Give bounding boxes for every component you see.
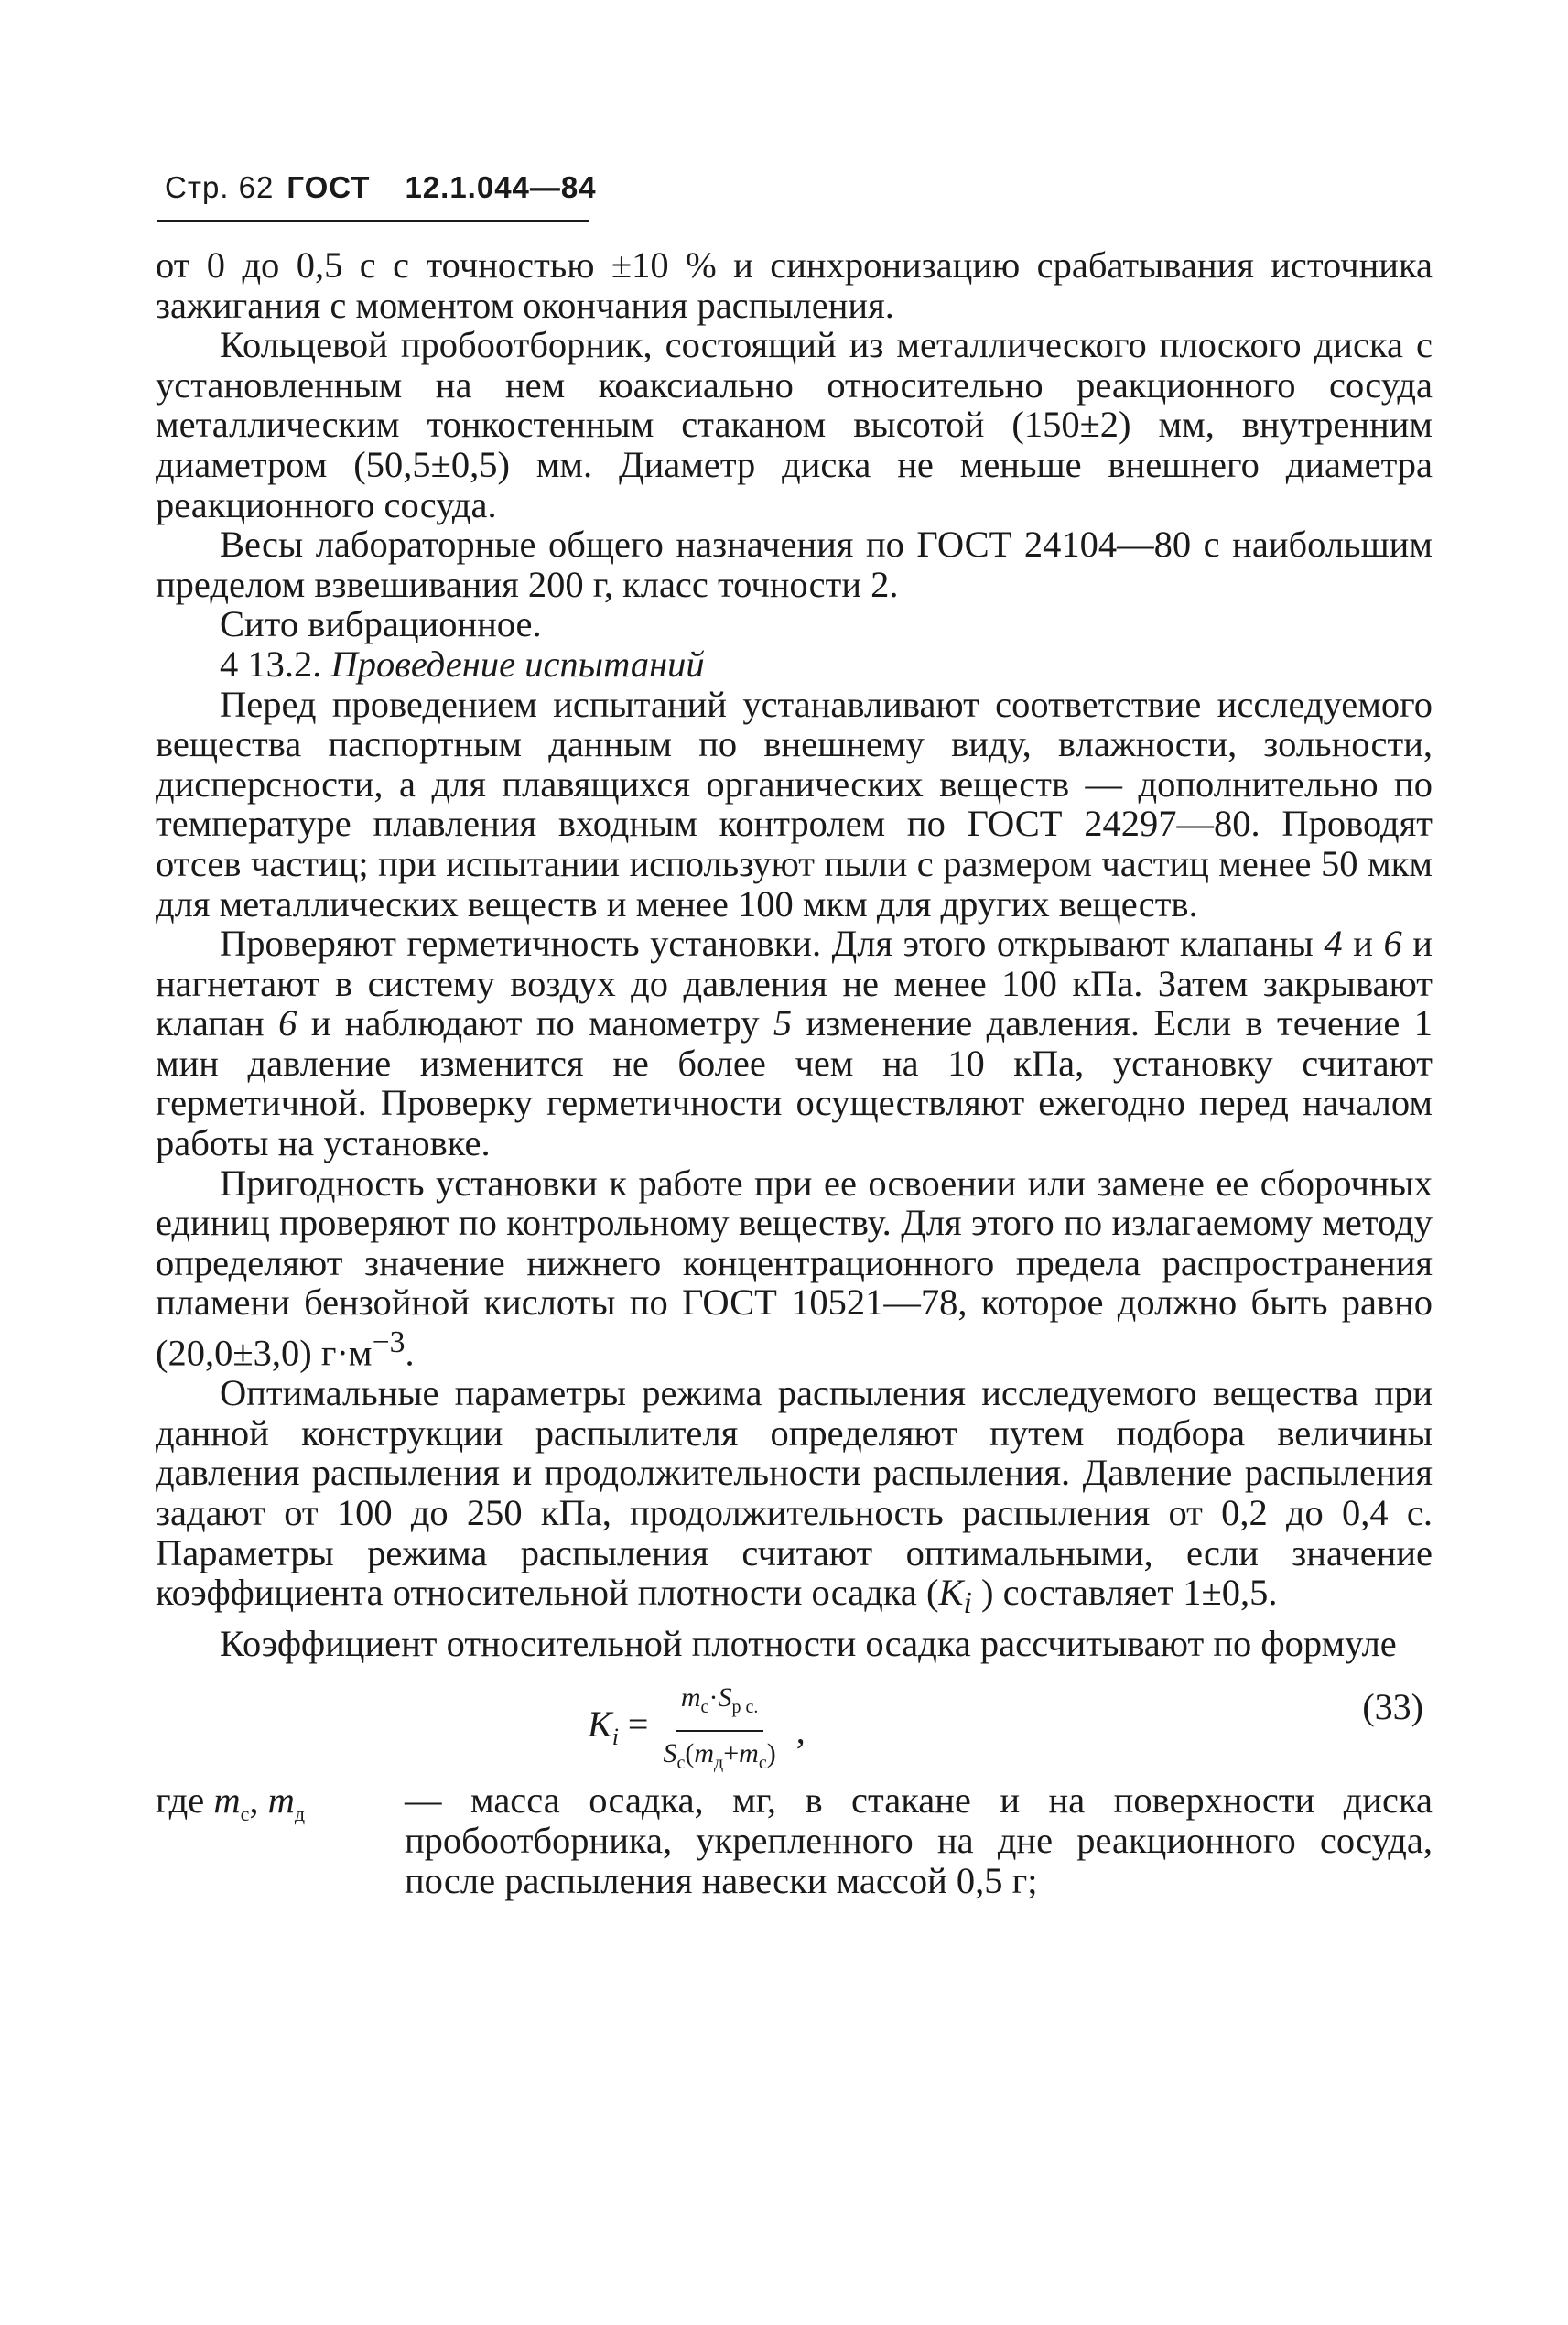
op: ) bbox=[766, 1737, 776, 1768]
text-run: изменение давления. Если в течение 1 мин давление изменится не более чем на 10 кПа, установку считают герметичной. Проверку герметичности осуществляют ежегодно перед началом работы на установке. bbox=[156, 1002, 1433, 1164]
paragraph-tightness bbox=[156, 924, 1433, 1163]
formula-block bbox=[156, 1667, 1433, 1775]
coef-subscript: i bbox=[963, 1586, 972, 1621]
section-heading bbox=[156, 644, 1433, 685]
section-number: 4 13.2. bbox=[220, 643, 322, 685]
sym: m bbox=[694, 1737, 715, 1768]
separator: , bbox=[249, 1779, 268, 1822]
sub: p c. bbox=[731, 1697, 759, 1718]
sym: S bbox=[718, 1682, 732, 1714]
sub: c bbox=[758, 1752, 767, 1773]
paragraph-dispersion: Перед проведением испытаний устанавливают соответствие исследуемого вещества паспортным данным по внешнему виду, влажности, зольности, дисперсности, а для плавящихся органических веществ — дополнительно по температуре плавления входным контролем по ГОСТ 24297—80. Проводят отсев частиц; при испытании используют пыли с размером частиц менее 50 мкм для металлических веществ и менее 100 мкм для других веществ. bbox=[156, 683, 1433, 925]
valve-ref: 6 bbox=[1383, 923, 1402, 965]
op: · bbox=[708, 1682, 719, 1714]
section-title: Проведение испытаний bbox=[330, 643, 705, 685]
text-run: . bbox=[405, 1332, 415, 1374]
sub: д bbox=[714, 1752, 724, 1773]
standard-label: ГОСТ bbox=[287, 170, 371, 204]
sub: д bbox=[294, 1802, 306, 1826]
fraction-denominator bbox=[663, 1732, 775, 1784]
sub: c bbox=[240, 1802, 250, 1826]
paragraph-coefficient: Коэффициент относительной плотности осадка рассчитывают по формуле bbox=[220, 1622, 1397, 1664]
manometer-ref: 5 bbox=[773, 1002, 793, 1044]
text-run: и bbox=[1342, 923, 1384, 965]
sym: m bbox=[739, 1737, 759, 1768]
text-run: ) составляет 1±0,5. bbox=[971, 1572, 1278, 1614]
formula-33 bbox=[588, 1678, 806, 1783]
paragraph-continued: от 0 до 0,5 с с точностью ±10 % и синхронизацию срабатывания источника зажигания с моментом окончания распыления. bbox=[156, 244, 1433, 326]
paragraph-suitability bbox=[156, 1163, 1433, 1373]
fraction-numerator bbox=[676, 1678, 763, 1732]
sub: c bbox=[700, 1697, 709, 1718]
subscript-i: i bbox=[611, 1724, 619, 1751]
text-run: Оптимальные параметры режима распыления исследуемого вещества при данной конструкции распылителя определяют путем подбора величины давления распыления и продолжительности распыления. Давление распыления задают от 100 до 250 кПа, продолжительность распыления от 0,2 до 0,4 с. Параметры режима распыления считают оптимальными, если значение коэффициента относительной плотности осадка ( bbox=[156, 1372, 1433, 1614]
op: ( bbox=[685, 1737, 695, 1768]
paragraph-sieve: Сито вибрационное. bbox=[220, 603, 542, 645]
sym: m bbox=[213, 1779, 241, 1822]
text-run: и наблюдают по манометру bbox=[297, 1002, 773, 1044]
sym: m bbox=[267, 1779, 295, 1822]
sub: c bbox=[676, 1752, 686, 1773]
coef-symbol: K bbox=[938, 1572, 964, 1614]
page-header bbox=[165, 170, 610, 205]
where-clause bbox=[156, 1780, 1433, 1900]
op: + bbox=[723, 1737, 740, 1768]
where-description: — масса осадка, мг, в стакане и на поверхности диска пробоотборника, укрепленного на дне реакционного сосуда, после распыления навески массой 0,5 г; bbox=[405, 1779, 1433, 1901]
formula-comma: , bbox=[795, 1710, 806, 1752]
paragraph-sampler: Кольцевой пробоотборник, состоящий из металлического плоского диска с установленным на нем коаксиально относительно реакционного сосуда металлическим тонкостенным стаканом высотой (150±2) мм, внутренним диаметром (50,5±0,5) мм. Диаметр диска не меньше внешнего диаметра реакционного сосуда. bbox=[156, 324, 1433, 525]
formula-lhs bbox=[588, 1704, 648, 1757]
exponent: −3 bbox=[372, 1325, 406, 1360]
valve-ref: 4 bbox=[1324, 923, 1343, 965]
equals-sign: = bbox=[618, 1703, 649, 1746]
valve-ref: 6 bbox=[278, 1002, 297, 1044]
text-run: Пригодность установки к работе при ее освоении или замене ее сборочных единиц проверяют по контрольному веществу. Для этого по излагаемому методу определяют значение нижнего концентрационного предела распространения пламени бензойной кислоты по ГОСТ 10521—78, которое должно быть равно (20,0±3,0) г·м bbox=[156, 1162, 1433, 1374]
symbol-k: K bbox=[588, 1703, 612, 1746]
sym: m bbox=[680, 1682, 701, 1714]
text-run: Проверяют герметичность установки. Для этого открывают клапаны bbox=[220, 923, 1325, 965]
page-number: Стр. 62 bbox=[165, 170, 275, 204]
body-text bbox=[156, 245, 1433, 1900]
sym: S bbox=[663, 1737, 677, 1768]
standard-number: 12.1.044—84 bbox=[405, 170, 597, 204]
where-symbols bbox=[156, 1780, 405, 1900]
where-word: где bbox=[156, 1779, 214, 1822]
equation-number: (33) bbox=[1362, 1686, 1423, 1728]
text-run: и нагнетают в систему воздух до давления не менее 100 кПа. Затем закрывают клапан bbox=[156, 923, 1433, 1044]
formula-fraction bbox=[663, 1678, 775, 1783]
header-rule bbox=[157, 220, 589, 222]
paragraph-optimal bbox=[156, 1373, 1433, 1624]
paragraph-scales: Весы лабораторные общего назначения по ГОСТ 24104—80 с наибольшим пределом взвешивания 200 г, класс точности 2. bbox=[156, 524, 1433, 605]
